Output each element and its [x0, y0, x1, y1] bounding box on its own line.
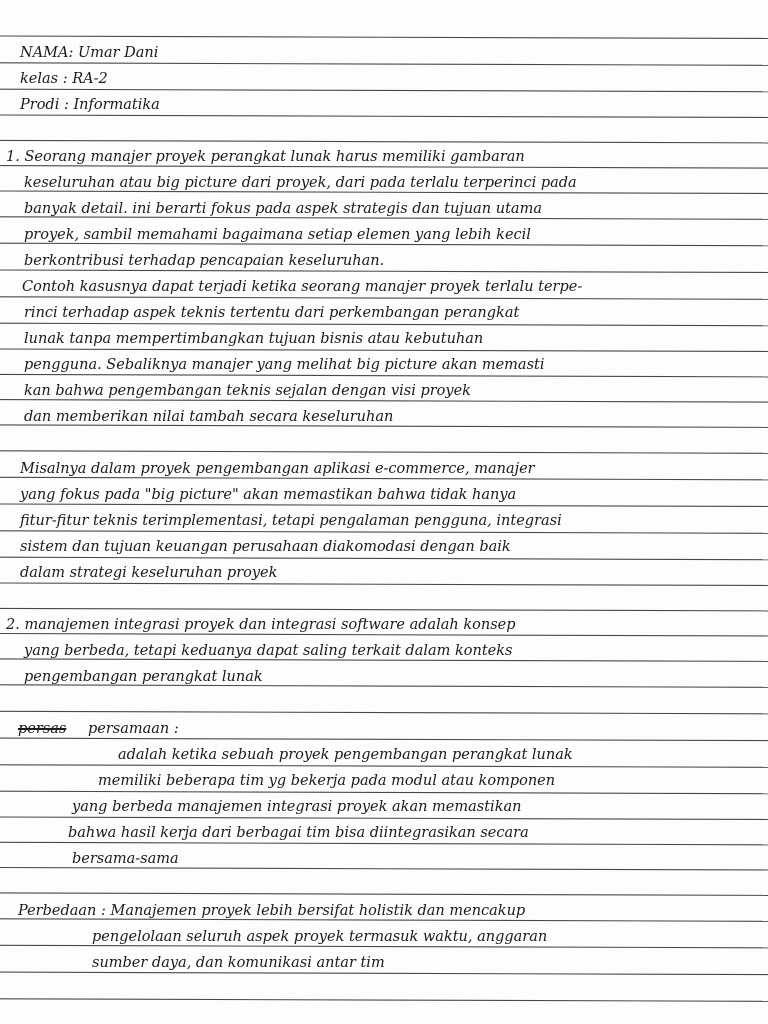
text-line: yang berbeda manajemen integrasi proyek akan memastikan — [72, 799, 522, 815]
crossed-out-word: persas — [18, 721, 67, 737]
text-line: 1. Seorang manajer proyek perangkat lunak harus memiliki gambaran — [6, 149, 525, 165]
text-line: yang fokus pada "big picture" akan memastikan bahwa tidak hanya — [20, 487, 517, 503]
student-class: kelas : RA-2 — [20, 71, 108, 87]
text-line: fitur-fitur teknis terimplementasi, tetapi pengalaman pengguna, integrasi — [20, 513, 562, 529]
text-line: sumber daya, dan komunikasi antar tim — [92, 955, 385, 971]
header-program-row — [0, 96, 768, 122]
ruled-line — [0, 711, 768, 714]
text-line: proyek, sambil memahami bagaimana setiap elemen yang lebih kecil — [24, 227, 531, 243]
text-line: sistem dan tujuan keuangan perusahaan diakomodasi dengan baik — [20, 539, 511, 555]
ruled-line — [0, 140, 768, 143]
text-line: Misalnya dalam proyek pengembangan aplikasi e-commerce, manajer — [20, 461, 535, 477]
text-line: memiliki beberapa tim yg bekerja pada modul atau komponen — [98, 773, 556, 789]
text-line: bahwa hasil kerja dari berbagai tim bisa diintegrasikan secara — [68, 825, 529, 841]
ruled-line — [0, 608, 768, 611]
text-line: yang berbeda, tetapi keduanya dapat saling terkait dalam konteks — [24, 643, 513, 659]
text-line: pengguna. Sebaliknya manajer yang melihat big picture akan memasti — [24, 357, 545, 373]
text-line: dalam strategi keseluruhan proyek — [20, 565, 278, 581]
text-line: dan memberikan nilai tambah secara keseluruhan — [24, 409, 394, 425]
ruled-line — [0, 451, 768, 454]
text-line: pengelolaan seluruh aspek proyek termasuk waktu, anggaran — [92, 929, 548, 945]
text-line: rinci terhadap aspek teknis tertentu dari perkembangan perangkat — [24, 305, 520, 321]
text-line: adalah ketika sebuah proyek pengembangan perangkat lunak — [118, 747, 573, 763]
header-name-row — [0, 44, 768, 70]
text-line: Contoh kasusnya dapat terjadi ketika seorang manajer proyek terlalu terpe- — [22, 279, 583, 295]
text-line: keseluruhan atau big picture dari proyek, dari pada terlalu terperinci pada — [24, 175, 577, 191]
header-class-row — [0, 70, 768, 96]
text-line: banyak detail. ini berarti fokus pada aspek strategis dan tujuan utama — [24, 201, 542, 217]
text-line — [0, 720, 768, 746]
text-line: Perbedaan : Manajemen proyek lebih bersifat holistik dan mencakup — [18, 903, 526, 919]
text-line: 2. manajemen integrasi proyek dan integrasi software adalah konsep — [6, 617, 516, 633]
study-program: Prodi : Informatika — [20, 97, 160, 113]
text-line: bersama-sama — [72, 851, 179, 867]
similarity-heading: persamaan : — [88, 721, 179, 737]
text-line: kan bahwa pengembangan teknis sejalan dengan visi proyek — [24, 383, 471, 399]
ruled-line — [0, 999, 768, 1002]
student-name: NAMA: Umar Dani — [20, 45, 159, 61]
text-line: pengembangan perangkat lunak — [24, 669, 263, 685]
ruled-line — [0, 893, 768, 896]
text-line: berkontribusi terhadap pencapaian keseluruhan. — [24, 253, 385, 269]
text-line: lunak tanpa mempertimbangkan tujuan bisnis atau kebutuhan — [24, 331, 484, 347]
ruled-line — [0, 36, 768, 39]
